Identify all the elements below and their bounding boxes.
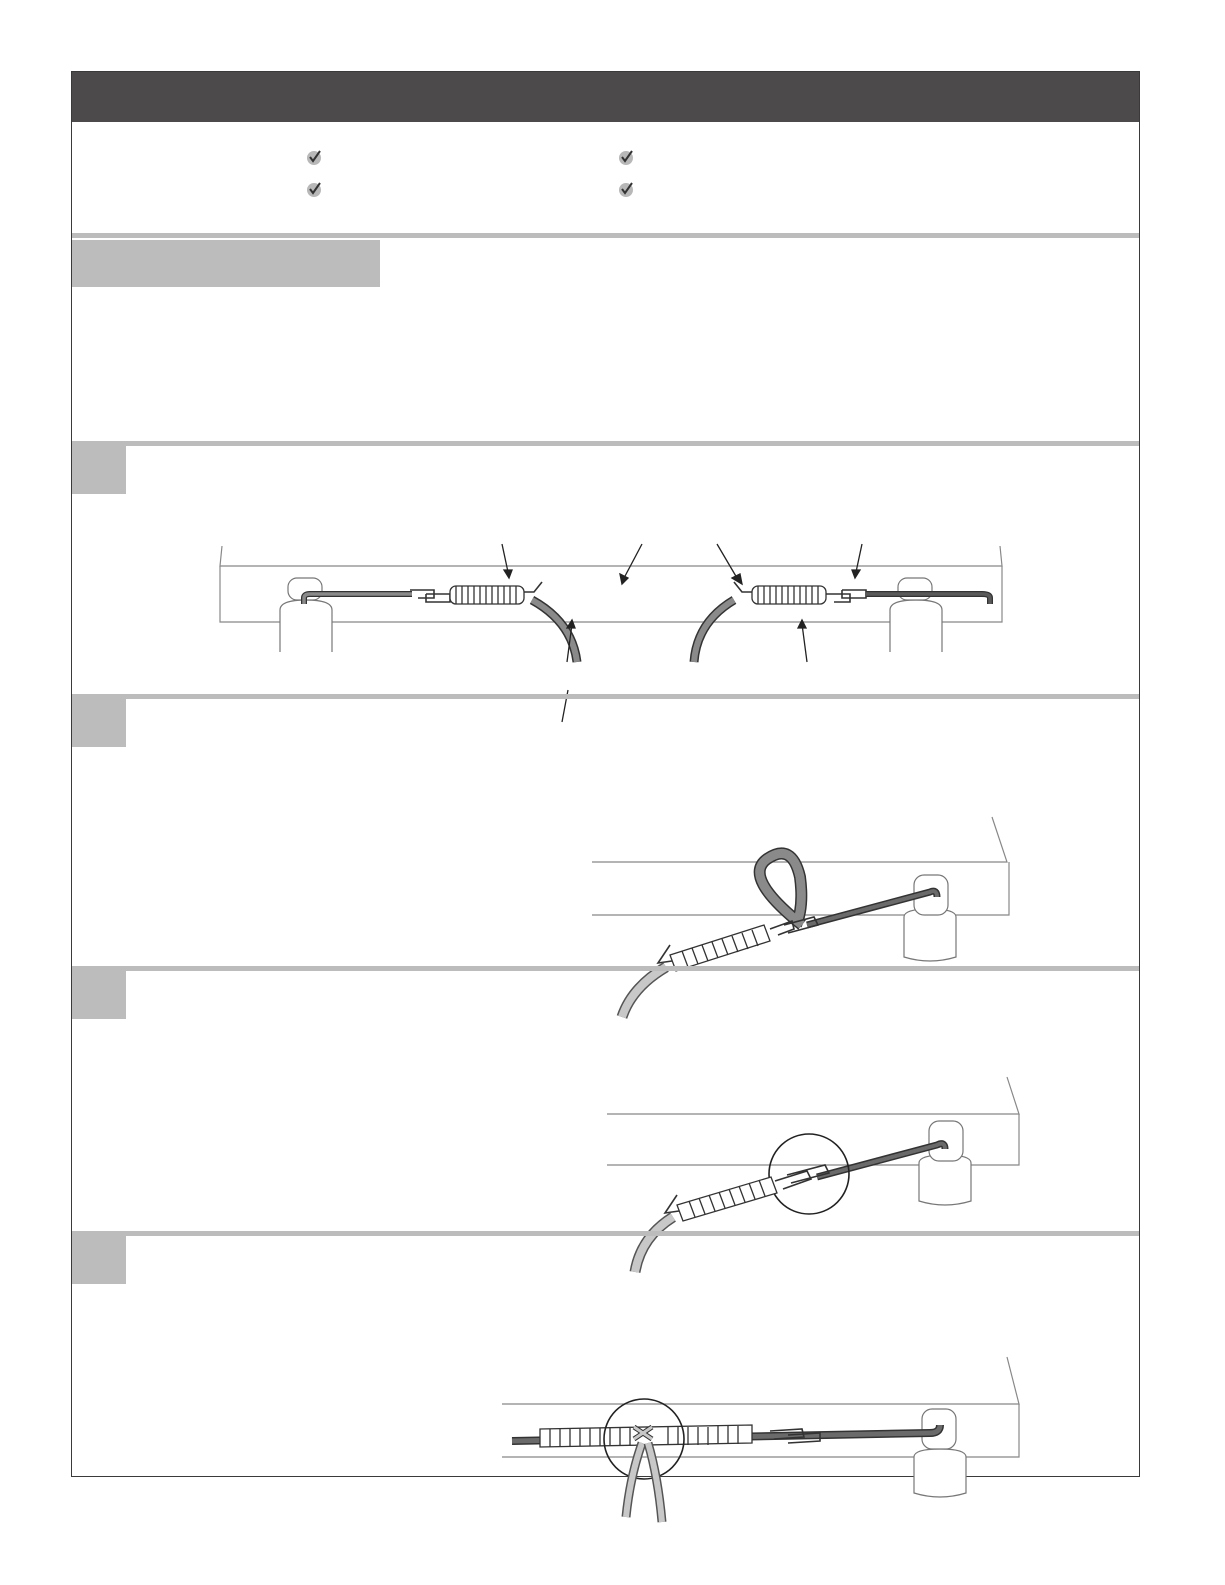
post-icon (919, 1121, 971, 1205)
post-icon (890, 578, 942, 652)
checkmark-icon (617, 148, 635, 166)
step-number-tab (72, 699, 126, 747)
section-tab (72, 240, 380, 287)
spring-icon (752, 586, 826, 604)
instruction-page (71, 71, 1140, 1477)
s-hook-icon (410, 590, 450, 602)
step-3-illustration (607, 1077, 1027, 1282)
step-1-illustration (212, 542, 1012, 662)
checkmark-icon (305, 180, 323, 198)
step-4-illustration (502, 1357, 1027, 1527)
post-icon (904, 875, 956, 961)
step-divider (72, 694, 1139, 699)
s-hook-icon (826, 590, 866, 602)
step-number-tab (72, 1236, 126, 1284)
spring-icon (450, 586, 524, 604)
header-bar (72, 72, 1139, 122)
step-2-illustration (592, 817, 1022, 1017)
checkmark-icon (305, 148, 323, 166)
step-divider (72, 441, 1139, 446)
checkmark-icon (617, 180, 635, 198)
post-icon (280, 578, 332, 652)
spring-icon (670, 925, 770, 971)
section-divider (72, 233, 1139, 238)
step-number-tab (72, 971, 126, 1019)
step-divider (72, 966, 1139, 971)
step-divider (72, 1231, 1139, 1236)
post-icon (914, 1409, 966, 1497)
spring-icon (677, 1177, 777, 1221)
step-number-tab (72, 446, 126, 494)
